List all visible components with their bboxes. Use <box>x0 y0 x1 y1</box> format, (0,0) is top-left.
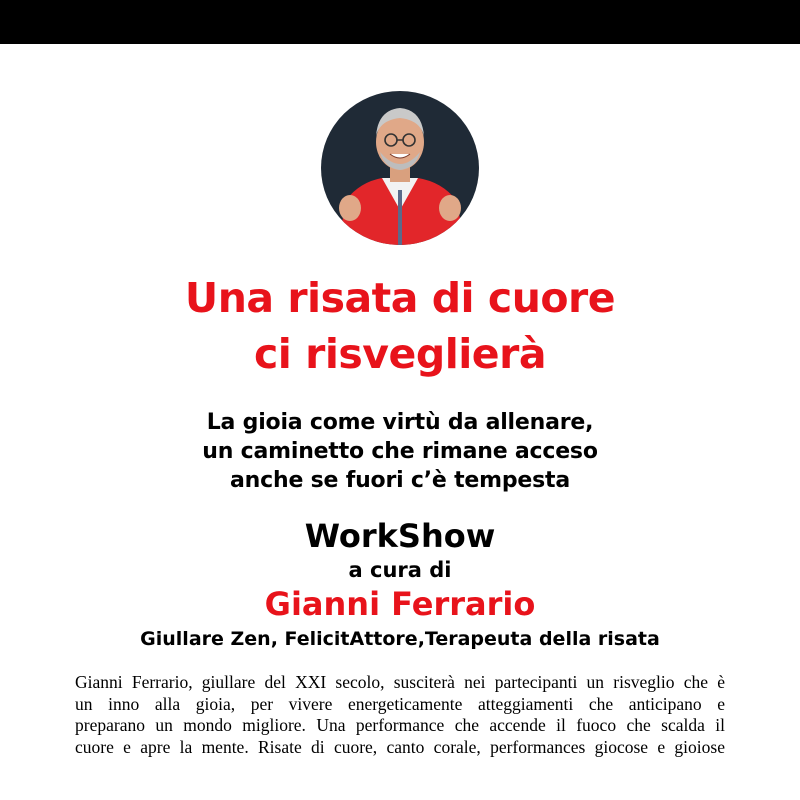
author-name: Gianni Ferrario <box>264 585 536 623</box>
subtitle-line-1: La gioia come virtù da allenare, <box>206 410 594 435</box>
title-line-2: ci risveglierà <box>254 330 546 378</box>
author-roles: Giullare Zen, FelicitAttore,Terapeuta della risata <box>140 628 660 650</box>
body-line: cuore e apre la mente. Risate di cuore, canto corale, performances giocose e gioiose <box>75 736 725 757</box>
body-line: un inno alla gioia, per vivere energeticamente atteggiamenti che anticipano e <box>75 693 725 714</box>
body-line: Gianni Ferrario, giullare del XXI secolo, susciterà nei partecipanti un risveglio che è <box>75 672 725 692</box>
curated-by: a cura di <box>348 558 452 582</box>
top-black-bar <box>0 0 800 44</box>
body-paragraph <box>75 672 725 758</box>
subtitle <box>0 408 800 495</box>
subtitle-line-2: un caminetto che rimane acceso <box>202 439 598 464</box>
title-line-1: Una risata di cuore <box>184 274 616 322</box>
author-photo <box>320 90 480 246</box>
main-title <box>0 270 800 382</box>
event-type: WorkShow <box>304 517 496 555</box>
subtitle-line-3: anche se fuori c’è tempesta <box>230 468 570 493</box>
body-line: preparano un mondo migliore. Una performance che accende il fuoco che scalda il <box>75 715 725 735</box>
